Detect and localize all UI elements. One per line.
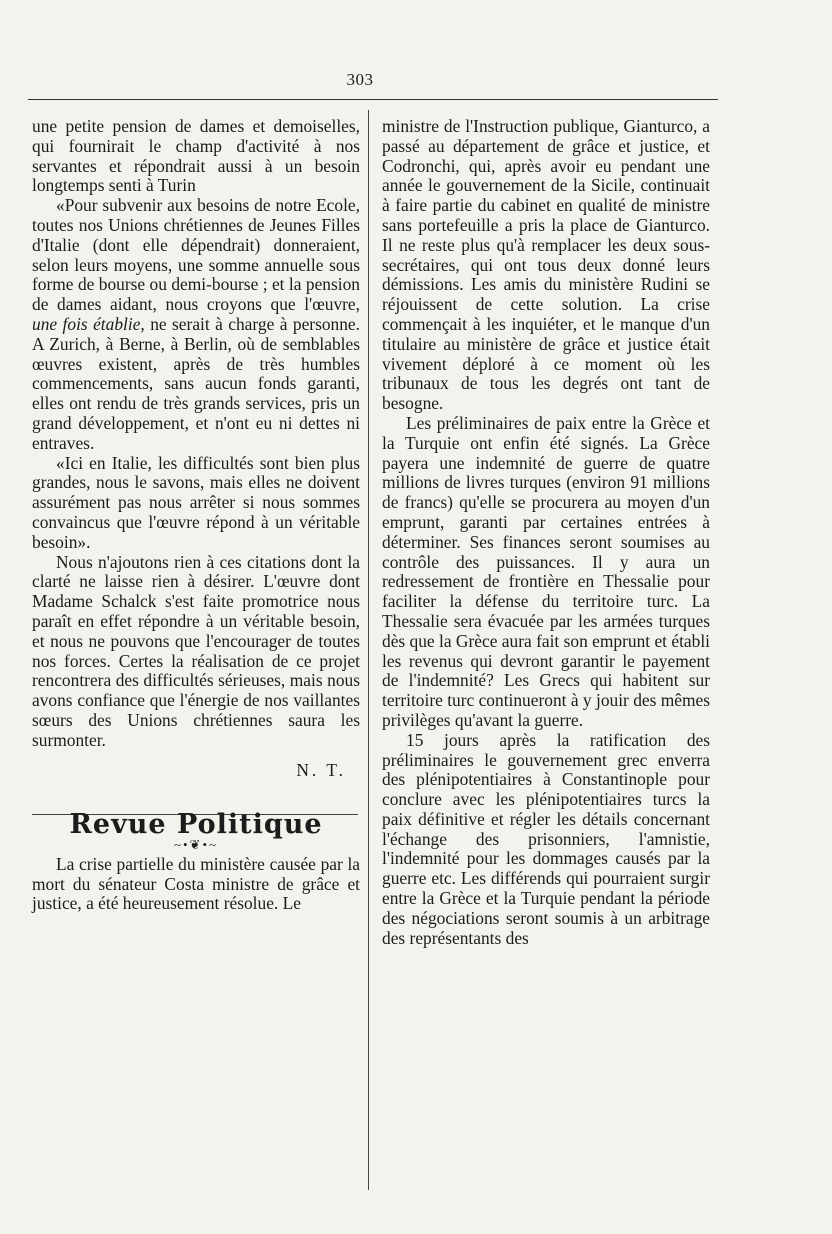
column-divider bbox=[368, 110, 369, 1190]
signature: N. T. bbox=[296, 759, 346, 780]
paragraph-text: «Pour subvenir aux besoins de notre Ecole, toutes nos Unions chrétiennes de Jeunes Filles d'Italie (dont elle dépendrait) donneraient, selon leurs moyens, une somme annuelle sous forme de bourse ou demi-bourse ; et la pension de dames aidant, nous croyons que l'œuvre, bbox=[32, 195, 360, 315]
paragraph: ministre de l'Instruction publique, Gianturco, a passé au département de grâce et justice, et Codronchi, qui, après avoir eu pendant une année le gouvernement de la Sicile, continuait à faire partie du cabinet en qualité de ministre sans portefeuille a pris la place de Gianturco. Il ne reste plus qu'à remplacer les deux sous-secrétaires, qui ont tous deux donné leurs démissions. Les amis du ministère Rudini se réjouissent de cette solution. La crise commençait à les inquiéter, et le manque d'un titulaire au ministère de grâce et justice était vivement déploré à ce moment où les tribunaux de tous les degrés ont tant de besogne. bbox=[382, 116, 710, 414]
ornament: ~•❦•~ bbox=[173, 837, 219, 853]
emphasis-text: une fois établie, bbox=[32, 313, 145, 334]
paragraph bbox=[32, 196, 360, 453]
section-title: Revue Politique bbox=[69, 809, 323, 841]
page-number: 303 bbox=[346, 70, 374, 89]
paragraph: Les préliminaires de paix entre la Grèce et la Turquie ont enfin été signés. La Grèce payera une indemnité de guerre de quatre millions de livres turques (environ 91 millions de francs) qu'elle se procurera au moyen d'un emprunt, garanti par certaines entrées à déterminer. Ses finances seront soumises au contrôle des puissances. Il y aura un redressement de frontière en Thessalie pour faciliter la défense du territoire turc. La Thessalie sera évacuée par les armées turques dès que la Grèce aura fait son emprunt et établi les revenus qui devront garantir le payement de l'indemnité? Les Grecs qui habitent sur territoire turc continueront à y jouir des mêmes privilèges qu'avant la guerre. bbox=[382, 412, 710, 730]
paragraph: La crise partielle du ministère causée par la mort du sénateur Costa ministre de grâce et justice, a été heureusement résolue. Le bbox=[32, 853, 360, 914]
paragraph: Nous n'ajoutons rien à ces citations dont la clarté ne laisse rien à désirer. L'œuvre dont Madame Schalck s'est faite promotrice nous paraît en effet répondre à un véritable besoin, et nous ne pouvons que l'encourager de toutes nos forces. Certes la réalisation de ce projet rencontrera des difficultés sérieuses, mais nous avons confiance que l'énergie de nos vaillantes sœurs des Unions chrétiennes saura les surmonter. bbox=[32, 551, 360, 750]
header-rule bbox=[28, 99, 718, 100]
paragraph-text: ne serait à charge à personne. A Zurich, à Berne, à Berlin, où de semblables œuvres existent, après de très humbles commencements, sans aucun fonds garanti, elles ont rendu de très grands services, pris un grand développement, et n'ont eu ni dettes ni entraves. bbox=[32, 313, 360, 453]
right-column bbox=[382, 117, 710, 948]
paragraph: «Ici en Italie, les difficultés sont bien plus grandes, nous le savons, mais elles ne doivent assurément pas nous arrêter si nous sommes convaincus que l'œuvre répond à un véritable besoin». bbox=[32, 452, 360, 552]
paragraph: une petite pension de dames et demoiselles, qui fournirait le champ d'activité à nos servantes et répondrait aussi à un besoin longtemps senti à Turin bbox=[32, 116, 360, 196]
left-column bbox=[32, 117, 360, 914]
paragraph: 15 jours après la ratification des préliminaires le gouvernement grec enverra des plénipotentiaires à Constantinople pour conclure avec les plénipotentiaires turcs la paix définitive et régler les détails concernant l'échange des prisonniers, l'amnistie, l'indemnité pour les dommages causés par la guerre etc. Les différends qui pourraient surgir entre la Grèce et la Turquie pendant la période des négociations seront soumis à un arbitrage des représentants des bbox=[382, 729, 710, 948]
